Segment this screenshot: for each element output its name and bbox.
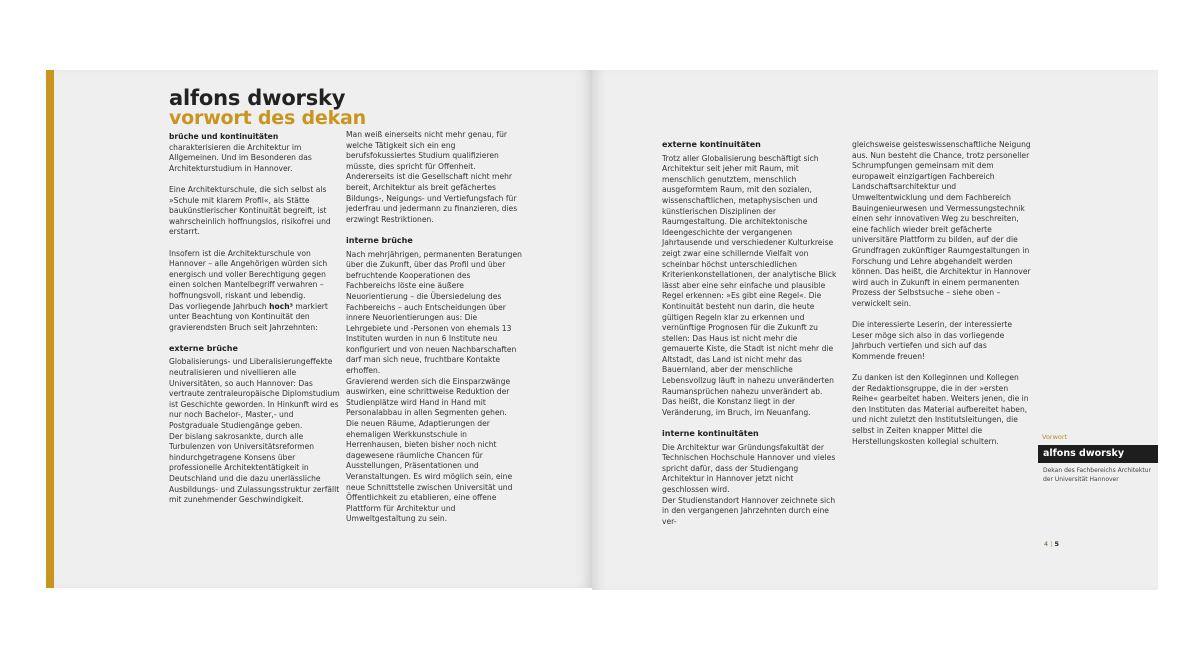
page-numbers xyxy=(1044,540,1059,548)
sidebar-author-name: alfons dworsky xyxy=(1043,448,1125,459)
section-heading-externe-kontinuitaeten: externe kontinuitäten xyxy=(662,140,761,149)
paragraph: Man weiß einerseits nicht mehr genau, für welche Tätigkeit sich ein eng berufsfokussiertes Studium qualifizieren müsste, dies spricht für Offenheit. Andererseits ist die Gesellschaft nicht mehr bereit, Architektur als breit gefächertes Bildungs-, Neigungs- und Vertiefungsfach für jederfrau und jedermann zu finanzieren, dies erzwingt Restriktionen. xyxy=(346,130,518,224)
paragraph: Trotz aller Globalisierung beschäftigt sich Architektur seit jeher mit Raum, mit menschlich genutztem, menschlich ausgeformtem Raum, mit den sozialen, wissenschaftlichen, metaphysischen und künstlerischen Disziplinen der Raumgestaltung. Die architektonische Ideengeschichte der vergangenen Jahrtausende und verschiedener Kulturkreise zeigt zwar eine schillernde Vielfalt von scheinbar höchst unterschiedlichen Kriterienkonstellationen, der analytische Blick lässt aber eine sehr einfache und plausible Regel erkennen: »Es gibt eine Regel«. Die Kontinuität besteht nun darin, die heute gültigen Regeln klar zu erkennen und vernünftige Prognosen für die Zukunft zu stellen: Das Haus ist nicht mehr die gemauerte Kiste, die Stadt ist nicht mehr die Altstadt, das Land ist nicht mehr das Bauernland, aber der menschliche Lebensvollzug läuft in nahezu unveränderten Raumansprüchen nahezu unverändert ab. xyxy=(662,153,837,396)
text-column-1 xyxy=(169,132,341,516)
page-number-left: 4 xyxy=(1044,540,1049,548)
paragraph: Der bislang sakrosankte, durch alle Turbulenzen von Universitätsreformen hindurchgetragene Konsens über professionelle Architektentätigkeit in Deutschland und die dazu unerlässliche Ausbildungs- und Zulassungsstruktur zerfällt mit zunehmender Geschwindigkeit. xyxy=(169,431,340,505)
author-description: Dekan des Fachbereichs Architektur der Universität Hannover xyxy=(1043,467,1151,483)
foreword-subtitle: vorwort des dekan xyxy=(169,107,366,129)
book-spine-edge xyxy=(46,70,54,588)
author-heading: alfons dworsky xyxy=(169,86,346,110)
page-number-separator: | xyxy=(1050,540,1053,548)
text-column-3 xyxy=(662,140,838,538)
section-label: Vorwort xyxy=(1042,433,1068,441)
page-number-right: 5 xyxy=(1054,540,1060,548)
paragraph: Die neuen Räume, Adaptierungen der ehemaligen Werkkunstschule in Herrenhausen, bieten bisher noch nicht dagewesene räumliche Chancen für Ausstellungen, Präsentationen und Veranstaltungen. Es wird möglich sein, eine neue Schnittstelle zwischen Universität und Öffentlichkeit zu etablieren, eine offene Plattform für Architektur und Umweltgestaltung zu sein. xyxy=(346,419,513,524)
paragraph: Eine Architekturschule, die sich selbst als »Schule mit klarem Profil«, als Stätte baukünstlerischer Kontinuität begreift, ist wahrscheinlich hoffnungslos, risikofrei und erstarrt. xyxy=(169,184,331,237)
text-column-4 xyxy=(852,140,1032,458)
section-heading-interne-kontinuitaeten: interne kontinuitäten xyxy=(662,429,759,439)
paragraph: Das heißt, die Konstanz liegt in der Veränderung, im Bruch, im Neuanfang. xyxy=(662,397,811,417)
section-heading-externe-brueche: externe brüche xyxy=(169,343,238,353)
paragraph: Die interessierte Leserin, der interessierte Leser möge sich also in das vorliegende Jahrbuch vertiefen und sich auf das Kommende freuen! xyxy=(852,320,1013,361)
paragraph: gleichsweise geisteswissenschaftliche Neigung aus. Nun besteht die Chance, trotz personeller Schrumpfungen gemeinsam mit dem europaweit einzigartigen Fachbereich Landschaftsarchitektur und Umweltentwicklung und dem Fachbereich Bauingenieurwesen und Vermessungstechnik einen sehr innovativen Weg zu beschreiten, eine fachlich wieder breit gefächerte universitäre Plattform zu bilden, auf der die Grundfragen zukünftiger Raumgestaltungen in Forschung und Lehre abgehandelt werden können. Das heißt, die Architektur in Hannover wird auch in Zukunft in einem permanenten Prozess der Selbstsuche – siehe oben – verwickelt sein. xyxy=(852,140,1031,308)
paragraph: Gravierend werden sich die Einsparzwänge auswirken, eine schrittweise Reduktion der Studienplätze wird Hand in Hand mit Personalabbau in allen Segmenten gehen. xyxy=(346,376,511,418)
paragraph: Insofern ist die Architekturschule von Hannover – alle Angehörigen würden sich energisch und voller Berechtigung gegen einen solchen Mantelbegriff verwahren – hoffnungsvoll, riskant und lebendig. xyxy=(169,248,328,300)
section-heading-interne-brueche: interne brüche xyxy=(346,235,413,245)
text-column-2 xyxy=(346,130,522,536)
paragraph: Globalisierungs- und Liberalisierungeffekte neutralisieren und nivellieren alle Universitäten, so auch Hannover: Das vertraute zentraleuropäische Diplomstudium ist Geschichte geworden. In Hinkunft wird es nur noch Bachelor-, Master,- und Postgraduale Studiengänge geben. xyxy=(169,357,340,431)
paragraph: Zu danken ist den Kolleginnen und Kollegen der Redaktionsgruppe, die in der »ersten Reihe« gearbeitet haben. Weiters jenen, die in den Instituten das Material aufbereitet haben, und nicht zuletzt den Institutsleitungen, die selbst in Zeiten knapper Mittel die Herstellungskosten kollegial schultern. xyxy=(852,373,1029,446)
paragraph: Das vorliegende Jahrbuch hoch³ markiert unter Beachtung von Kontinuität den gravierendsten Bruch seit Jahrzehnten: xyxy=(169,301,328,332)
paragraph: brüche und kontinuitäten charakterisieren die Architektur im Allgemeinen. Und im Besonderen das Architekturstudium in Hannover. xyxy=(169,132,312,173)
paragraph: Nach mehrjährigen, permanenten Beratungen über die Zukunft, über das Profil und über befruchtende Kooperationen des Fachbereichs löste eine äußere Neuorientierung – die Übersiedelung des Fachbereichs – auch Entscheidungen über innere Neuorientierungen aus: Die Lehrgebiete und -Personen von ehemals 13 Instituten wurden in nun 6 Institute neu konfiguriert und von neuen Nachbarschaften darf man sich neue, fruchtbare Kontakte erhoffen. xyxy=(346,249,522,376)
paragraph: Der Studienstandort Hannover zeichnete sich in den vergangenen Jahrzehnten durch eine ver- xyxy=(662,495,836,526)
paragraph: Die Architektur war Gründungsfakultät der Technischen Hochschule Hannover und vieles spricht dafür, dass der Studiengang Architektur in Hannover jetzt nicht geschlossen wird. xyxy=(662,442,836,494)
